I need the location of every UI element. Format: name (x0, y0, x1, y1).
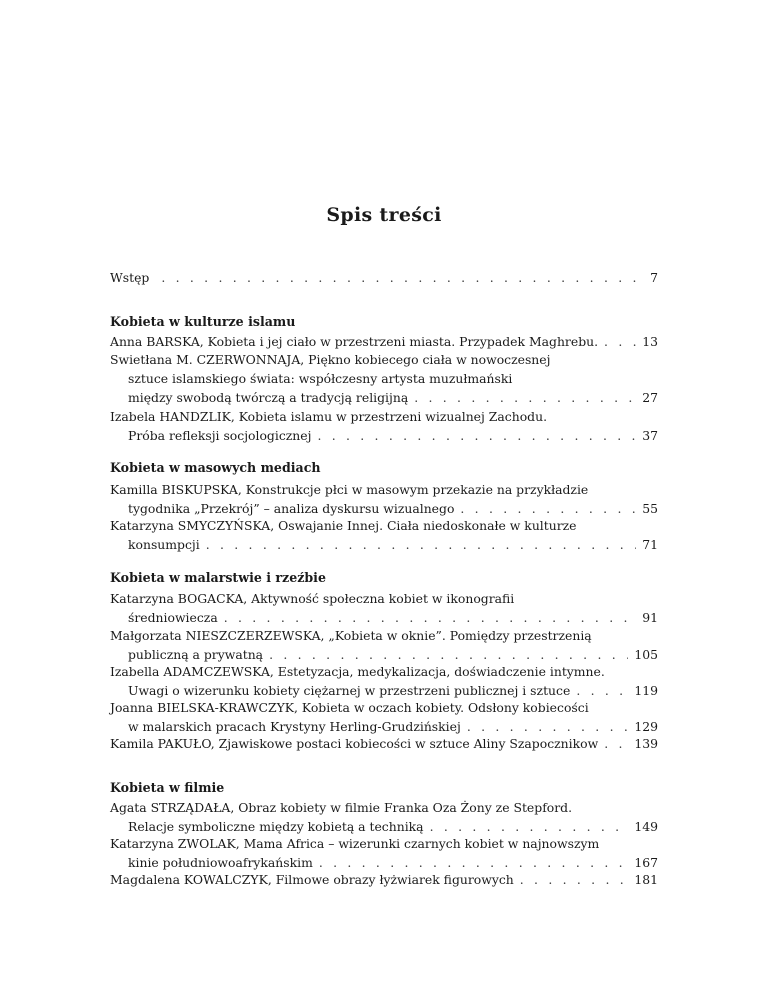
entry-text: Relacje symboliczne między kobietą a techniką (128, 819, 424, 834)
dot-leader (414, 388, 636, 407)
page-number: 105 (634, 647, 658, 662)
toc-entry[interactable] (110, 662, 658, 700)
page-number: 55 (642, 501, 658, 516)
entry-text: między swobodą twórczą a tradycją religijną (128, 390, 409, 405)
entry-text: publiczną a prywatną (128, 647, 264, 662)
toc-entry[interactable] (110, 407, 658, 445)
dot-leader (317, 426, 636, 445)
dot-leader (161, 268, 636, 287)
entry-text: Agata STRZĄDAŁA, Obraz kobiety w filmie Franka Oza Żony ze Stepford. (110, 800, 573, 815)
entry-text: Swietłana M. CZERWONNAJA, Piękno kobiecego ciała w nowoczesnej (110, 352, 551, 367)
toc-entry[interactable] (110, 626, 658, 664)
page-number: 139 (634, 736, 658, 751)
toc-entry[interactable] (110, 516, 658, 554)
entry-text: Izabela HANDZLIK, Kobieta islamu w przestrzeni wizualnej Zachodu. (110, 409, 548, 424)
entry-text: Magdalena KOWALCZYK, Filmowe obrazy łyżwiarek figurowych (110, 872, 514, 887)
entry-text: konsumpcji (128, 537, 200, 552)
toc-entry[interactable] (110, 589, 658, 627)
dot-leader (224, 608, 636, 627)
page-number: 13 (642, 334, 658, 349)
entry-text: Katarzyna BOGACKA, Aktywność społeczna kobiet w ikonografii (110, 591, 515, 606)
section-heading: Kobieta w malarstwie i rzeźbie (110, 570, 326, 585)
entry-text: Małgorzata NIESZCZERZEWSKA, „Kobieta w oknie”. Pomiędzy przestrzenią (110, 628, 592, 643)
toc-entry[interactable] (110, 332, 658, 351)
entry-text: Kamilla BISKUPSKA, Konstrukcje płci w masowym przekazie na przykładzie (110, 482, 589, 497)
page-number: 7 (650, 270, 658, 285)
entry-text: kinie południowoafrykańskim (128, 855, 313, 870)
entry-text: Wstęp (110, 270, 150, 285)
entry-text: Próba refleksji socjologicznej (128, 428, 312, 443)
page-number: 181 (634, 872, 658, 887)
entry-text: Anna BARSKA, Kobieta i jej ciało w przestrzeni miasta. Przypadek Maghrebu. (110, 334, 599, 349)
toc-entry[interactable] (110, 698, 658, 736)
page-number: 129 (634, 719, 658, 734)
page-title: Spis treści (326, 204, 442, 226)
dot-leader (206, 535, 636, 554)
entry-text: Uwagi o wizerunku kobiety ciężarnej w przestrzeni publicznej i sztuce (128, 683, 571, 698)
page-number: 71 (642, 537, 658, 552)
page-number: 167 (634, 855, 658, 870)
entry-text: Izabella ADAMCZEWSKA, Estetyzacja, medykalizacja, doświadczenie intymne. (110, 664, 605, 679)
toc-entry[interactable] (110, 734, 658, 753)
page-number: 149 (634, 819, 658, 834)
section-heading: Kobieta w masowych mediach (110, 460, 321, 475)
dot-leader (604, 332, 636, 351)
section-heading: Kobieta w filmie (110, 780, 225, 795)
page-number: 119 (634, 683, 658, 698)
entry-text: sztuce islamskiego świata: współczesny artysta muzułmański (128, 371, 513, 386)
dot-leader (520, 870, 629, 889)
entry-text: Katarzyna SMYCZYŃSKA, Oswajanie Innej. Ciała niedoskonałe w kulturze (110, 518, 577, 533)
dot-leader (604, 734, 628, 753)
entry-text: Kamila PAKUŁO, Zjawiskowe postaci kobiecości w sztuce Aliny Szapocznikow (110, 736, 599, 751)
page-number: 37 (642, 428, 658, 443)
toc-entry[interactable] (110, 350, 658, 407)
entry-text: Katarzyna ZWOLAK, Mama Africa – wizerunki czarnych kobiet w najnowszym (110, 836, 600, 851)
toc-entry[interactable] (110, 798, 658, 836)
toc-entry[interactable] (110, 480, 658, 518)
entry-text: tygodnika „Przekrój” – analiza dyskursu wizualnego (128, 501, 455, 516)
entry-text: średniowiecza (128, 610, 218, 625)
page-number: 91 (642, 610, 658, 625)
toc-entry-intro[interactable] (110, 268, 658, 287)
toc-entry[interactable] (110, 870, 658, 889)
entry-text: w malarskich pracach Krystyny Herling-Grudzińskiej (128, 719, 461, 734)
section-heading: Kobieta w kulturze islamu (110, 314, 296, 329)
page-number: 27 (642, 390, 658, 405)
entry-text: Joanna BIELSKA-KRAWCZYK, Kobieta w oczach kobiety. Odsłony kobiecości (110, 700, 589, 715)
toc-entry[interactable] (110, 834, 658, 872)
